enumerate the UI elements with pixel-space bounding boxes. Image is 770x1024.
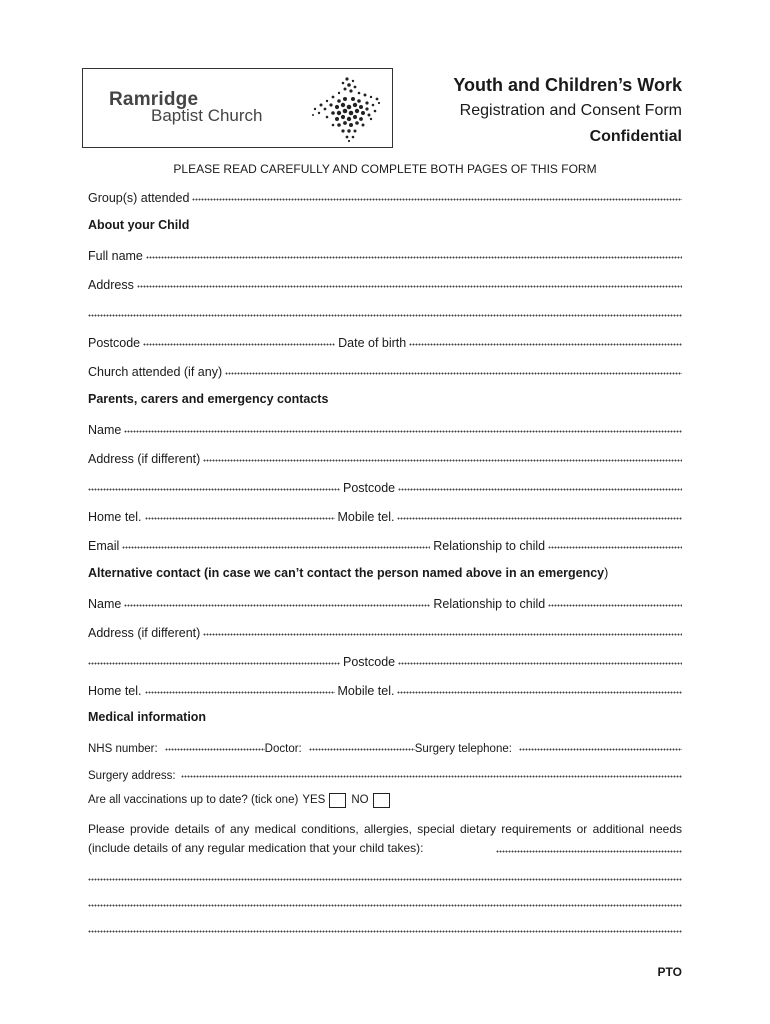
about-child-heading: About your Child	[88, 218, 190, 232]
medical-details-line-1[interactable]	[496, 839, 682, 857]
groups-field[interactable]	[88, 187, 682, 205]
alt-address-line-2[interactable]	[88, 662, 340, 665]
vaccinations-field	[88, 791, 395, 809]
alt-home-label: Home tel.	[88, 684, 142, 698]
logo-name: Ramridge	[109, 89, 199, 110]
child-address-line-2-dots[interactable]	[88, 314, 682, 317]
church-label: Church attended (if any)	[88, 365, 223, 379]
alt-postcode-label: Postcode	[343, 655, 396, 669]
parent-name-line[interactable]	[124, 430, 682, 433]
child-postcode-label: Postcode	[88, 336, 141, 350]
alt-mobile-line[interactable]	[397, 691, 682, 694]
child-address-line-2[interactable]	[88, 303, 682, 321]
doctor-label: Doctor:	[264, 743, 302, 755]
groups-line[interactable]	[192, 198, 682, 201]
parents-heading: Parents, carers and emergency contacts	[88, 392, 329, 406]
parent-email-line[interactable]	[122, 546, 430, 549]
parent-relationship-line[interactable]	[548, 546, 682, 549]
medical-details-line-4[interactable]	[88, 919, 682, 937]
alt-mobile-label: Mobile tel.	[337, 684, 395, 698]
form-title: Youth and Children’s Work	[453, 75, 682, 95]
child-dob-line[interactable]	[409, 343, 682, 346]
groups-label: Group(s) attended	[88, 191, 190, 205]
medical-ids-field[interactable]	[88, 737, 682, 755]
parent-address-line-2[interactable]	[88, 488, 340, 491]
parent-home-label: Home tel.	[88, 510, 142, 524]
alt-name-label: Name	[88, 597, 122, 611]
alternative-contact-heading-text: Alternative contact (in case we can’t contact the person named above in an emergency	[88, 566, 605, 580]
alt-address-label: Address (if different)	[88, 626, 201, 640]
parent-postcode-line[interactable]	[398, 488, 682, 491]
child-address-label: Address	[88, 278, 134, 292]
surgery-address-line[interactable]	[181, 775, 682, 778]
child-fullname-field[interactable]	[88, 245, 682, 263]
form-title-block	[453, 72, 682, 150]
alt-phone-field[interactable]	[88, 680, 682, 698]
parent-address-label: Address (if different)	[88, 452, 201, 466]
parent-email-field[interactable]	[88, 535, 682, 553]
alternative-contact-heading	[88, 566, 608, 580]
child-fullname-label: Full name	[88, 249, 143, 263]
alt-home-line[interactable]	[145, 691, 335, 694]
form-subtitle: Registration and Consent Form	[459, 102, 682, 119]
alt-address-field[interactable]	[88, 622, 682, 640]
church-logo	[82, 68, 393, 148]
vaccinations-yes-label: YES	[302, 794, 326, 806]
medical-details-line-1-dots[interactable]	[496, 850, 682, 853]
alt-relationship-label: Relationship to child	[433, 597, 546, 611]
surgery-address-label: Surgery address:	[88, 770, 176, 782]
child-address-line[interactable]	[137, 285, 682, 288]
surgery-tel-line[interactable]	[519, 748, 682, 751]
child-address-field[interactable]	[88, 274, 682, 292]
child-postcode-line[interactable]	[143, 343, 335, 346]
parent-relationship-label: Relationship to child	[433, 539, 546, 553]
dotted-cross-icon	[309, 75, 385, 143]
parent-email-label: Email	[88, 539, 120, 553]
vaccinations-no-checkbox[interactable]	[373, 793, 390, 808]
pto-label: PTO	[657, 965, 682, 979]
medical-details-line-3-dots[interactable]	[88, 904, 682, 907]
alt-relationship-line[interactable]	[548, 604, 682, 607]
church-field[interactable]	[88, 361, 682, 379]
parent-address-field[interactable]	[88, 448, 682, 466]
surgery-tel-label: Surgery telephone:	[414, 743, 512, 755]
parent-home-line[interactable]	[145, 517, 335, 520]
parent-mobile-line[interactable]	[397, 517, 682, 520]
alternative-contact-heading-tail: )	[604, 566, 609, 580]
alt-address-line[interactable]	[203, 633, 682, 636]
confidential-label: Confidential	[589, 128, 682, 145]
medical-details-line-2-dots[interactable]	[88, 878, 682, 881]
parent-phone-field[interactable]	[88, 506, 682, 524]
medical-details-text: Please provide details of any medical conditions, allergies, special dietary requirements or additional needs (include details of any regular medication that your child takes):	[88, 822, 682, 855]
alt-name-field[interactable]	[88, 593, 682, 611]
church-line[interactable]	[225, 372, 682, 375]
medical-details-line-2[interactable]	[88, 867, 682, 885]
child-dob-label: Date of birth	[338, 336, 407, 350]
parent-postcode-label: Postcode	[343, 481, 396, 495]
parent-name-field[interactable]	[88, 419, 682, 437]
surgery-address-field[interactable]	[88, 764, 682, 782]
parent-postcode-field[interactable]	[88, 477, 682, 495]
alt-name-line[interactable]	[124, 604, 430, 607]
parent-name-label: Name	[88, 423, 122, 437]
nhs-label: NHS number:	[88, 743, 158, 755]
vaccinations-no-label: NO	[351, 794, 369, 806]
child-postcode-dob-field[interactable]	[88, 332, 682, 350]
instruction-notice: PLEASE READ CAREFULLY AND COMPLETE BOTH PAGES OF THIS FORM	[173, 162, 597, 176]
medical-heading: Medical information	[88, 710, 207, 724]
parent-mobile-label: Mobile tel.	[337, 510, 395, 524]
medical-details-line-3[interactable]	[88, 893, 682, 911]
vaccinations-question: Are all vaccinations up to date? (tick one)	[88, 794, 299, 806]
doctor-line[interactable]	[309, 748, 415, 751]
child-fullname-line[interactable]	[146, 256, 682, 259]
parent-address-line[interactable]	[203, 459, 682, 462]
medical-details-line-4-dots[interactable]	[88, 930, 682, 933]
alt-postcode-field[interactable]	[88, 651, 682, 669]
nhs-line[interactable]	[165, 748, 265, 751]
vaccinations-yes-checkbox[interactable]	[329, 793, 346, 808]
logo-subtitle: Baptist Church	[151, 106, 263, 125]
alt-postcode-line[interactable]	[398, 662, 682, 665]
